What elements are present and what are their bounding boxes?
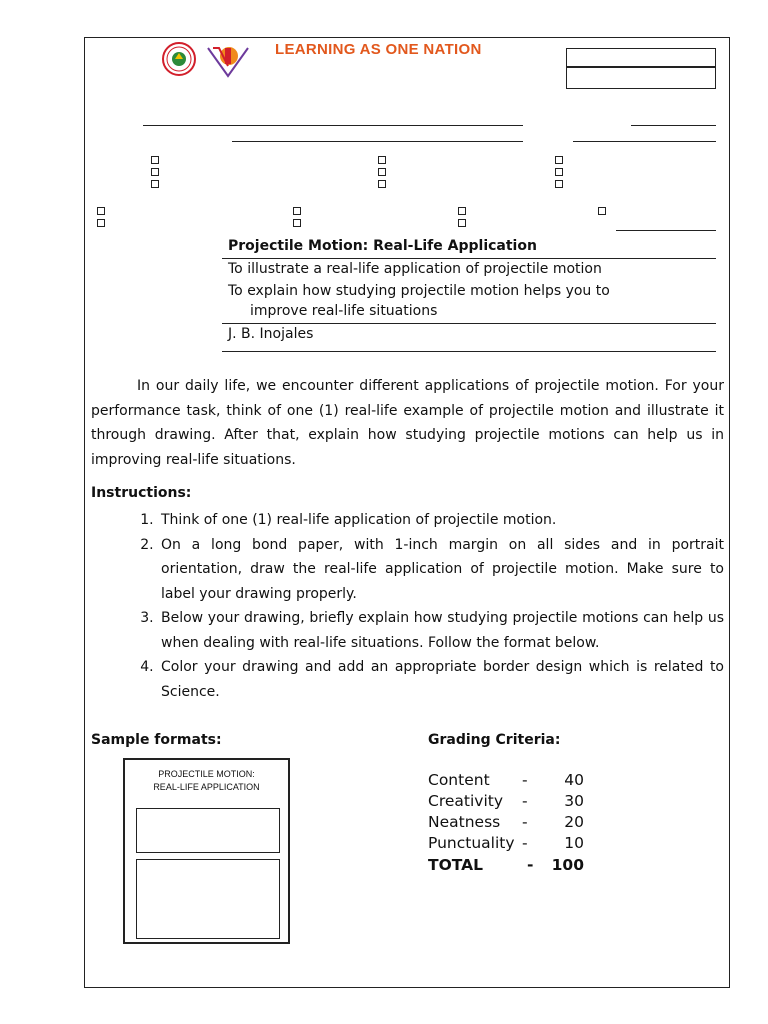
criterion-name: Creativity	[428, 792, 504, 810]
total-points: 100	[551, 856, 584, 874]
sample-formats-heading: Sample formats:	[91, 732, 222, 748]
divider	[222, 258, 716, 259]
sample-format-card	[123, 758, 290, 944]
intro-text: In our daily life, we encounter different applications of projectile motion. For your performance task, think of one (1) real-life example of projectile motion and illustrate it through drawing. After that, explain how studying projectile motions can help us in improving real-life situations.	[91, 378, 724, 468]
deped-logo-icon	[205, 42, 251, 78]
checkbox[interactable]	[97, 207, 105, 215]
school-seal-icon	[157, 42, 201, 76]
checkbox[interactable]	[555, 180, 563, 188]
author: J. B. Inojales	[228, 326, 314, 342]
total-label: TOTAL	[428, 856, 483, 874]
criterion-points: 20	[564, 813, 584, 831]
score-box	[566, 48, 716, 67]
instruction-item: 2. On a long bond paper, with 1-inch margin on all sides and in portrait orientation, draw the real-life application of projectile motion. Make sure to label your drawing properly.	[158, 533, 724, 607]
blank-line	[143, 125, 523, 126]
lesson-title: Projectile Motion: Real-Life Application	[228, 238, 537, 254]
objective-1: To illustrate a real-life application of projectile motion	[228, 261, 602, 277]
criterion-dash: -	[522, 771, 528, 789]
instructions-heading: Instructions:	[91, 485, 192, 501]
objective-2: To explain how studying projectile motion helps you to	[228, 283, 610, 299]
blank-line	[616, 230, 716, 231]
divider	[222, 323, 716, 324]
blank-line	[573, 141, 716, 142]
instructions-list	[91, 508, 724, 704]
criterion-dash: -	[522, 834, 528, 852]
checkbox[interactable]	[151, 180, 159, 188]
objective-2-cont: improve real-life situations	[250, 303, 438, 319]
checkbox[interactable]	[378, 180, 386, 188]
sample-explanation-box	[136, 859, 280, 939]
blank-line	[232, 141, 523, 142]
blank-line	[631, 125, 716, 126]
instruction-item: 3. Below your drawing, briefly explain how studying projectile motions can help us when dealing with real-life situations. Follow the format below.	[158, 606, 724, 655]
sample-card-title-line1: PROJECTILE MOTION:	[158, 769, 255, 779]
checkbox[interactable]	[458, 207, 466, 215]
criterion-name: Content	[428, 771, 490, 789]
checkbox[interactable]	[378, 168, 386, 176]
criterion-dash: -	[522, 792, 528, 810]
checkbox[interactable]	[555, 168, 563, 176]
checkbox[interactable]	[293, 219, 301, 227]
criterion-name: Neatness	[428, 813, 501, 831]
checkbox[interactable]	[458, 219, 466, 227]
criterion-points: 40	[564, 771, 584, 789]
instruction-item: 1. Think of one (1) real-life application of projectile motion.	[158, 508, 724, 533]
checkbox[interactable]	[151, 168, 159, 176]
checkbox[interactable]	[378, 156, 386, 164]
checkbox[interactable]	[97, 219, 105, 227]
criterion-points: 10	[564, 834, 584, 852]
checkbox[interactable]	[598, 207, 606, 215]
total-dash: -	[527, 856, 534, 874]
score-box	[566, 67, 716, 89]
checkbox[interactable]	[151, 156, 159, 164]
checkbox[interactable]	[293, 207, 301, 215]
header-title: LEARNING AS ONE NATION	[275, 41, 482, 58]
divider	[222, 351, 716, 352]
grading-criteria-heading: Grading Criteria:	[428, 732, 561, 748]
intro-paragraph	[91, 374, 724, 472]
sample-drawing-box	[136, 808, 280, 853]
sample-card-title-line2: REAL-LIFE APPLICATION	[153, 782, 260, 792]
checkbox[interactable]	[555, 156, 563, 164]
criterion-name: Punctuality	[428, 834, 515, 852]
criterion-points: 30	[564, 792, 584, 810]
sample-card-title	[125, 768, 288, 794]
instruction-item: 4. Color your drawing and add an appropriate border design which is related to Science.	[158, 655, 724, 704]
criterion-dash: -	[522, 813, 528, 831]
